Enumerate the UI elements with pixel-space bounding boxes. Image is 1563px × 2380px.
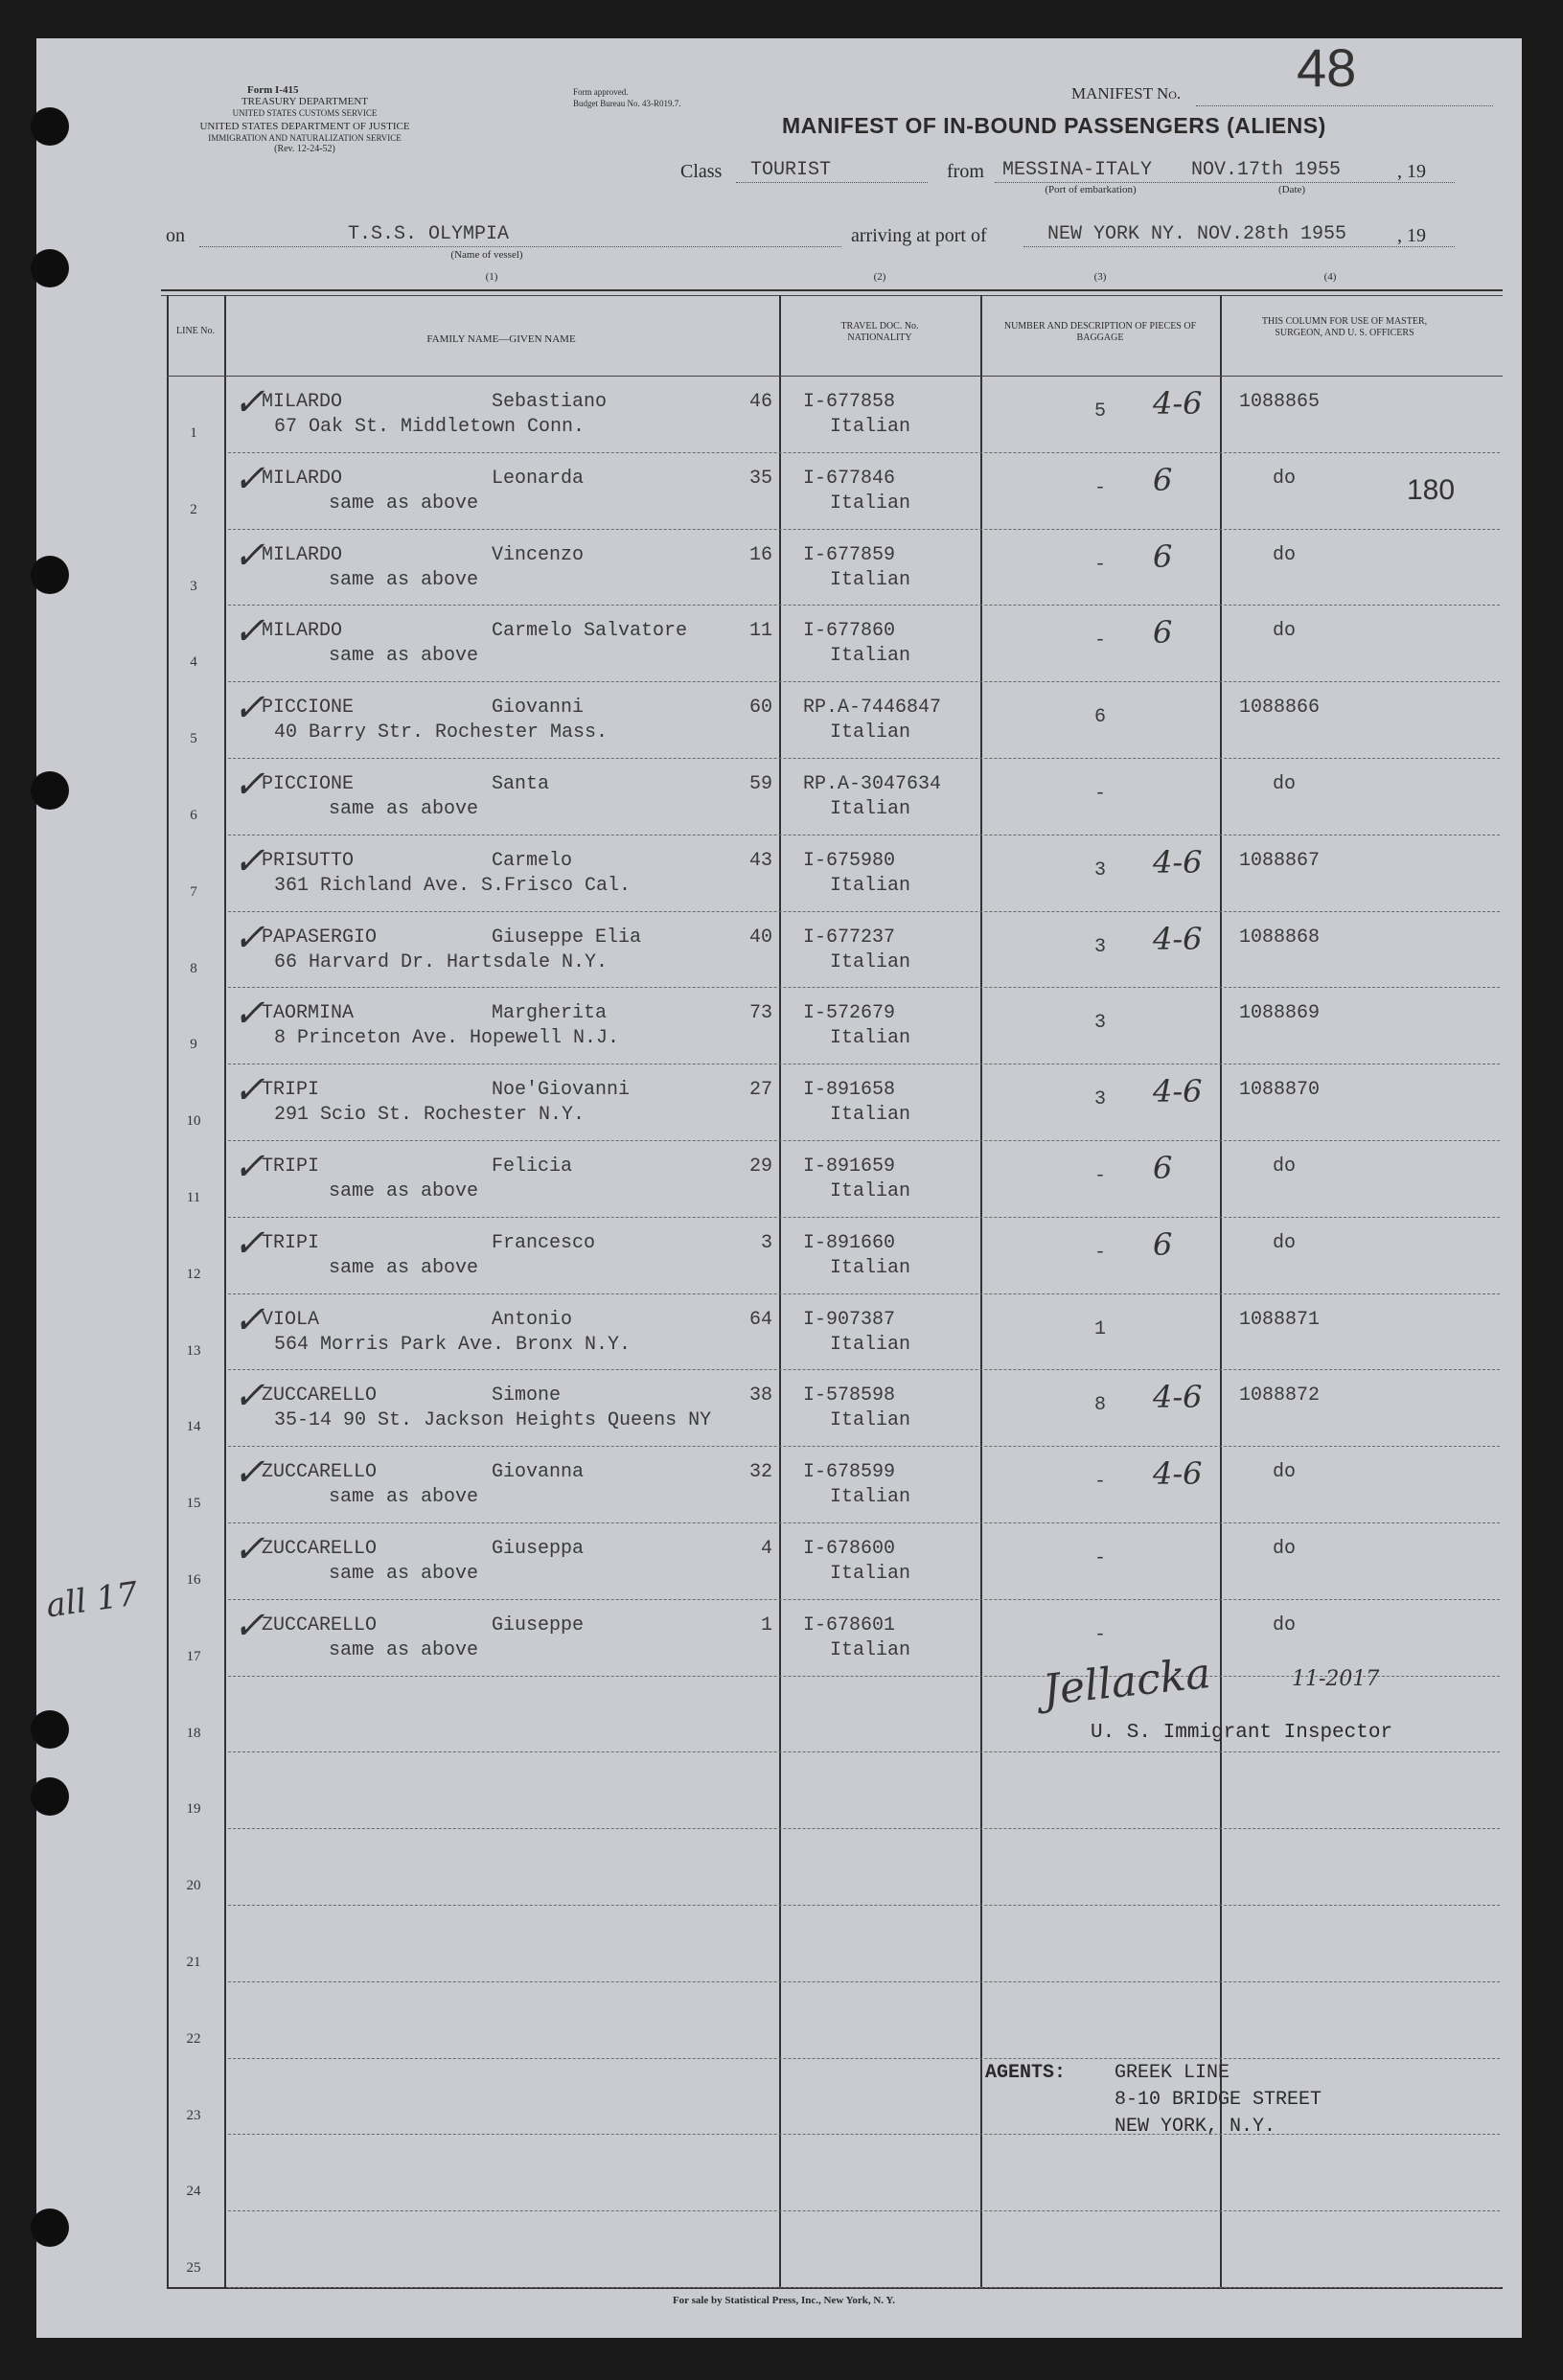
check-mark: ✓: [233, 1297, 265, 1342]
class-label: Class: [680, 161, 723, 182]
given-name: Santa: [492, 773, 550, 795]
family-name: PICCIONE: [262, 697, 355, 720]
row-divider: [228, 605, 1500, 606]
baggage-count: 3: [1093, 935, 1106, 958]
given-name: Margherita: [492, 1002, 608, 1025]
baggage-note: 4-6: [1153, 843, 1203, 881]
age: 46: [748, 391, 772, 413]
nationality: Italian: [830, 568, 911, 591]
baggage-note: 6: [1153, 538, 1173, 575]
nationality: Italian: [830, 492, 911, 515]
line-number: 15: [186, 1496, 201, 1512]
baggage-note: 4-6: [1153, 920, 1203, 957]
family-name: TRIPI: [262, 1079, 320, 1102]
column-number: (3): [1093, 271, 1107, 283]
agents-line: NEW YORK, N.Y.: [1115, 2116, 1276, 2138]
check-mark: ✓: [233, 992, 265, 1037]
embarkation-date: NOV.17th 1955: [1191, 159, 1342, 181]
family-name: MILARDO: [262, 391, 343, 413]
line-number: 18: [186, 1725, 201, 1741]
line-number: 12: [186, 1266, 201, 1282]
family-name: ZUCCARELLO: [262, 1538, 378, 1560]
family-name: TRIPI: [262, 1231, 320, 1254]
travel-doc: I-891660: [803, 1231, 896, 1254]
age: 60: [748, 697, 772, 720]
given-name: Sebastiano: [492, 391, 608, 413]
given-name: Giovanni: [492, 697, 585, 720]
vessel-name: T.S.S. OLYMPIA: [348, 223, 510, 245]
line-number: 16: [186, 1572, 201, 1588]
row-divider: [228, 452, 1500, 453]
baggage-count: -: [1093, 476, 1106, 499]
given-name: Noe'Giovanni: [492, 1079, 631, 1102]
inspector-label: U. S. Immigrant Inspector: [1091, 1722, 1393, 1744]
travel-doc: I-677237: [803, 926, 896, 949]
row-divider: [228, 911, 1500, 912]
given-name: Simone: [492, 1385, 562, 1407]
row-divider: [228, 1905, 1500, 1906]
nationality: Italian: [830, 1486, 911, 1509]
line-number: 7: [190, 883, 197, 900]
line-number: 11: [186, 1190, 201, 1205]
port-caption: (Port of embarkation): [1045, 184, 1137, 195]
address: 361 Richland Ave. S.Frisco Cal.: [274, 874, 632, 897]
manifest-label: MANIFEST No.: [1071, 84, 1182, 103]
officer-entry: 1088868: [1239, 926, 1321, 949]
baggage-count: 3: [1093, 1088, 1106, 1111]
baggage-count: 6: [1093, 706, 1106, 729]
line-number: 9: [190, 1037, 197, 1053]
travel-doc: RP.A-3047634: [803, 773, 942, 795]
age: 4: [760, 1538, 772, 1560]
officer-entry: do: [1273, 543, 1297, 566]
travel-doc: I-677860: [803, 620, 896, 643]
age: 59: [748, 773, 772, 795]
family-name: ZUCCARELLO: [262, 1385, 378, 1407]
page-title: MANIFEST OF IN-BOUND PASSENGERS (ALIENS): [782, 113, 1326, 138]
address: same as above: [329, 492, 479, 515]
row-divider: [228, 1293, 1500, 1294]
row-divider: [228, 1217, 1500, 1218]
age: 38: [748, 1385, 772, 1407]
row-divider: [228, 987, 1500, 988]
travel-doc: I-578598: [803, 1385, 896, 1407]
baggage-count: 8: [1093, 1394, 1106, 1417]
line-number: 25: [186, 2260, 201, 2277]
column-number: (1): [485, 271, 498, 283]
officer-entry: do: [1273, 1231, 1297, 1254]
nationality: Italian: [830, 1333, 911, 1356]
family-name: MILARDO: [262, 467, 343, 490]
age: 32: [748, 1461, 772, 1484]
age: 16: [748, 543, 772, 566]
baggage-count: -: [1093, 1623, 1106, 1646]
footer-imprint: For sale by Statistical Press, Inc., New York, N. Y.: [672, 2295, 896, 2306]
baggage-count: 5: [1093, 400, 1106, 423]
age: 40: [748, 926, 772, 949]
nationality: Italian: [830, 1027, 911, 1050]
baggage-note: 6: [1153, 1150, 1173, 1186]
row-divider: [228, 1140, 1500, 1141]
inspector-signature: Jellacka: [1040, 1648, 1213, 1716]
baggage-note: 4-6: [1153, 1455, 1203, 1493]
binder-hole: [31, 771, 69, 810]
family-name: ZUCCARELLO: [262, 1461, 378, 1484]
line-number: 20: [186, 1878, 201, 1894]
family-name: MILARDO: [262, 620, 343, 643]
column-header-baggage: NUMBER AND DESCRIPTION OF PIECES OF BAGGAGE: [1003, 321, 1197, 343]
age: 27: [748, 1079, 772, 1102]
age: 73: [748, 1002, 772, 1025]
given-name: Carmelo: [492, 849, 573, 872]
nationality: Italian: [830, 1409, 911, 1432]
signature-note: 11-2017: [1292, 1667, 1380, 1691]
check-mark: ✓: [233, 838, 265, 883]
travel-doc: I-678601: [803, 1613, 896, 1636]
age: 29: [748, 1156, 772, 1178]
row-divider: [228, 2287, 1500, 2288]
line-number: 17: [186, 1648, 201, 1664]
row-divider: [228, 1599, 1500, 1600]
column-number: (4): [1323, 271, 1337, 283]
manifest-number: 48: [1297, 37, 1357, 98]
travel-doc: I-677859: [803, 543, 896, 566]
given-name: Giovanna: [492, 1461, 585, 1484]
officer-entry: 1088865: [1239, 391, 1321, 413]
row-divider: [228, 1522, 1500, 1523]
on-label: on: [166, 225, 185, 246]
officer-entry: do: [1273, 1156, 1297, 1178]
binder-hole: [31, 2208, 69, 2247]
baggage-count: -: [1093, 629, 1106, 652]
travel-doc: I-891658: [803, 1079, 896, 1102]
address: same as above: [329, 1180, 479, 1202]
arrival-port-date: NEW YORK NY. NOV.28th 1955: [1047, 223, 1347, 245]
class-value: TOURIST: [750, 159, 832, 181]
line-number: 8: [190, 960, 197, 976]
officer-entry: do: [1273, 1613, 1297, 1636]
baggage-note: 6: [1153, 461, 1173, 498]
row-divider: [228, 529, 1500, 530]
form-identification: Form I-415 TREASURY DEPARTMENT UNITED STATES CUSTOMS SERVICE UNITED STATES DEPARTMENT OF JUSTICE IMMIGRATION AND NATURALIZATION SERVICE (Rev. 12-24-52): [199, 84, 410, 154]
check-mark: ✓: [233, 686, 265, 731]
margin-note: all 17: [43, 1574, 141, 1626]
nationality: Italian: [830, 798, 911, 820]
baggage-count: -: [1093, 1471, 1106, 1494]
check-mark: ✓: [233, 533, 265, 578]
address: 291 Scio St. Rochester N.Y.: [274, 1104, 586, 1127]
manifest-page: [36, 38, 1522, 2338]
line-number: 24: [186, 2184, 201, 2200]
binder-hole: [31, 1710, 69, 1749]
travel-doc: I-678599: [803, 1461, 896, 1484]
family-name: PICCIONE: [262, 773, 355, 795]
address: same as above: [329, 1563, 479, 1585]
address: 40 Barry Str. Rochester Mass.: [274, 721, 609, 744]
nationality: Italian: [830, 1563, 911, 1585]
officer-entry: do: [1273, 1461, 1297, 1484]
given-name: Giuseppe: [492, 1613, 585, 1636]
row-divider: [228, 2058, 1500, 2059]
officer-entry: do: [1273, 620, 1297, 643]
officer-entry: 1088872: [1239, 1385, 1321, 1407]
family-name: ZUCCARELLO: [262, 1613, 378, 1636]
baggage-count: -: [1093, 553, 1106, 576]
agents-label: AGENTS:: [985, 2062, 1067, 2084]
family-name: PAPASERGIO: [262, 926, 378, 949]
age: 43: [748, 849, 772, 872]
binder-hole: [31, 107, 69, 146]
check-mark: ✓: [233, 1145, 265, 1189]
officer-entry: 1088867: [1239, 849, 1321, 872]
officer-entry: do: [1273, 467, 1297, 490]
column-header-officers: THIS COLUMN FOR USE OF MASTER, SURGEON, AND U. S. OFFICERS: [1261, 316, 1428, 338]
column-header-doc: TRAVEL DOC. No. NATIONALITY: [840, 321, 919, 343]
baggage-count: 1: [1093, 1317, 1106, 1340]
address: same as above: [329, 568, 479, 591]
line-number: 10: [186, 1113, 201, 1130]
address: same as above: [329, 645, 479, 668]
line-number: 1: [190, 425, 197, 441]
row-divider: [228, 681, 1500, 682]
line-number: 22: [186, 2030, 201, 2047]
baggage-count: -: [1093, 1165, 1106, 1187]
family-name: TAORMINA: [262, 1002, 355, 1025]
agents-line: GREEK LINE: [1115, 2062, 1230, 2084]
check-mark: ✓: [233, 1527, 265, 1571]
year-suffix: , 19: [1397, 161, 1426, 182]
travel-doc: I-675980: [803, 849, 896, 872]
age: 35: [748, 467, 772, 490]
check-mark: ✓: [233, 456, 265, 501]
travel-doc: I-678600: [803, 1538, 896, 1560]
nationality: Italian: [830, 1256, 911, 1279]
row-divider: [228, 1369, 1500, 1370]
officer-entry: 1088871: [1239, 1308, 1321, 1331]
nationality: Italian: [830, 1180, 911, 1202]
address: 8 Princeton Ave. Hopewell N.J.: [274, 1027, 620, 1050]
column-header-line-no: LINE No.: [176, 326, 215, 336]
vessel-caption: (Name of vessel): [450, 249, 523, 261]
address: same as above: [329, 1486, 479, 1509]
given-name: Antonio: [492, 1308, 573, 1331]
check-mark: ✓: [233, 1068, 265, 1113]
from-label: from: [947, 161, 984, 182]
given-name: Felicia: [492, 1156, 573, 1178]
agents-line: 8-10 BRIDGE STREET: [1115, 2089, 1322, 2111]
address: 67 Oak St. Middletown Conn.: [274, 416, 586, 438]
line-number: 2: [190, 501, 197, 517]
column-number: (2): [873, 271, 886, 283]
line-number: 14: [186, 1419, 201, 1435]
family-name: PRISUTTO: [262, 849, 355, 872]
age: 11: [748, 620, 772, 643]
baggage-note: 4-6: [1153, 1073, 1203, 1110]
row-divider: [228, 1751, 1500, 1752]
baggage-count: -: [1093, 1547, 1106, 1569]
nationality: Italian: [830, 950, 911, 973]
row-divider: [228, 1828, 1500, 1829]
row-divider: [228, 758, 1500, 759]
line-number: 13: [186, 1342, 201, 1359]
line-number: 23: [186, 2107, 201, 2123]
line-number: 3: [190, 578, 197, 594]
margin-number: 180: [1407, 474, 1456, 506]
family-name: TRIPI: [262, 1156, 320, 1178]
check-mark: ✓: [233, 763, 265, 807]
line-number: 4: [190, 654, 197, 671]
age: 3: [760, 1231, 772, 1254]
baggage-note: 4-6: [1153, 385, 1203, 422]
binder-hole: [31, 556, 69, 594]
line-number: 6: [190, 808, 197, 823]
row-divider: [228, 1981, 1500, 1982]
arriving-label: arriving at port of: [851, 225, 987, 246]
baggage-note: 6: [1153, 614, 1173, 652]
travel-doc: I-907387: [803, 1308, 896, 1331]
check-mark: ✓: [233, 609, 265, 654]
baggage-note: 6: [1153, 1225, 1173, 1263]
row-divider: [228, 1446, 1500, 1447]
row-divider: [228, 2210, 1500, 2211]
baggage-count: -: [1093, 1241, 1106, 1264]
check-mark: ✓: [233, 1374, 265, 1419]
arrival-year: , 19: [1397, 225, 1426, 246]
travel-doc: I-572679: [803, 1002, 896, 1025]
line-number: 19: [186, 1801, 201, 1818]
baggage-count: 3: [1093, 1012, 1106, 1035]
given-name: Giuseppe Elia: [492, 926, 642, 949]
check-mark: ✓: [233, 1221, 265, 1266]
officer-entry: do: [1273, 1538, 1297, 1560]
check-mark: ✓: [233, 1451, 265, 1496]
nationality: Italian: [830, 416, 911, 438]
binder-hole: [31, 1777, 69, 1816]
age: 1: [760, 1613, 772, 1636]
travel-doc: I-677846: [803, 467, 896, 490]
address: same as above: [329, 798, 479, 820]
age: 64: [748, 1308, 772, 1331]
line-number: 5: [190, 731, 197, 747]
date-caption: (Date): [1277, 184, 1306, 195]
travel-doc: RP.A-7446847: [803, 697, 942, 720]
address: same as above: [329, 1638, 479, 1661]
column-header-name: FAMILY NAME—GIVEN NAME: [426, 333, 576, 345]
address: 564 Morris Park Ave. Bronx N.Y.: [274, 1333, 632, 1356]
check-mark: ✓: [233, 380, 265, 424]
family-name: VIOLA: [262, 1308, 320, 1331]
address: same as above: [329, 1256, 479, 1279]
given-name: Carmelo Salvatore: [492, 620, 688, 643]
travel-doc: I-891659: [803, 1156, 896, 1178]
check-mark: ✓: [233, 915, 265, 960]
check-mark: ✓: [233, 1603, 265, 1648]
officer-entry: 1088870: [1239, 1079, 1321, 1102]
given-name: Leonarda: [492, 467, 585, 490]
family-name: MILARDO: [262, 543, 343, 566]
baggage-count: 3: [1093, 858, 1106, 881]
baggage-count: -: [1093, 783, 1106, 805]
nationality: Italian: [830, 1104, 911, 1127]
travel-doc: I-677858: [803, 391, 896, 413]
form-approval: Form approved. Budget Bureau No. 43-R019.7.: [573, 87, 681, 108]
nationality: Italian: [830, 1638, 911, 1661]
officer-entry: 1088869: [1239, 1002, 1321, 1025]
binder-hole: [31, 249, 69, 287]
line-number: 21: [186, 1955, 201, 1970]
given-name: Francesco: [492, 1231, 596, 1254]
address: 35-14 90 St. Jackson Heights Queens NY: [274, 1409, 712, 1432]
given-name: Giuseppa: [492, 1538, 585, 1560]
nationality: Italian: [830, 645, 911, 668]
nationality: Italian: [830, 874, 911, 897]
row-divider: [228, 2134, 1500, 2135]
nationality: Italian: [830, 721, 911, 744]
officer-entry: 1088866: [1239, 697, 1321, 720]
officer-entry: do: [1273, 773, 1297, 795]
address: 66 Harvard Dr. Hartsdale N.Y.: [274, 950, 609, 973]
baggage-note: 4-6: [1153, 1379, 1203, 1416]
given-name: Vincenzo: [492, 543, 585, 566]
embarkation-port: MESSINA-ITALY: [1002, 159, 1153, 181]
